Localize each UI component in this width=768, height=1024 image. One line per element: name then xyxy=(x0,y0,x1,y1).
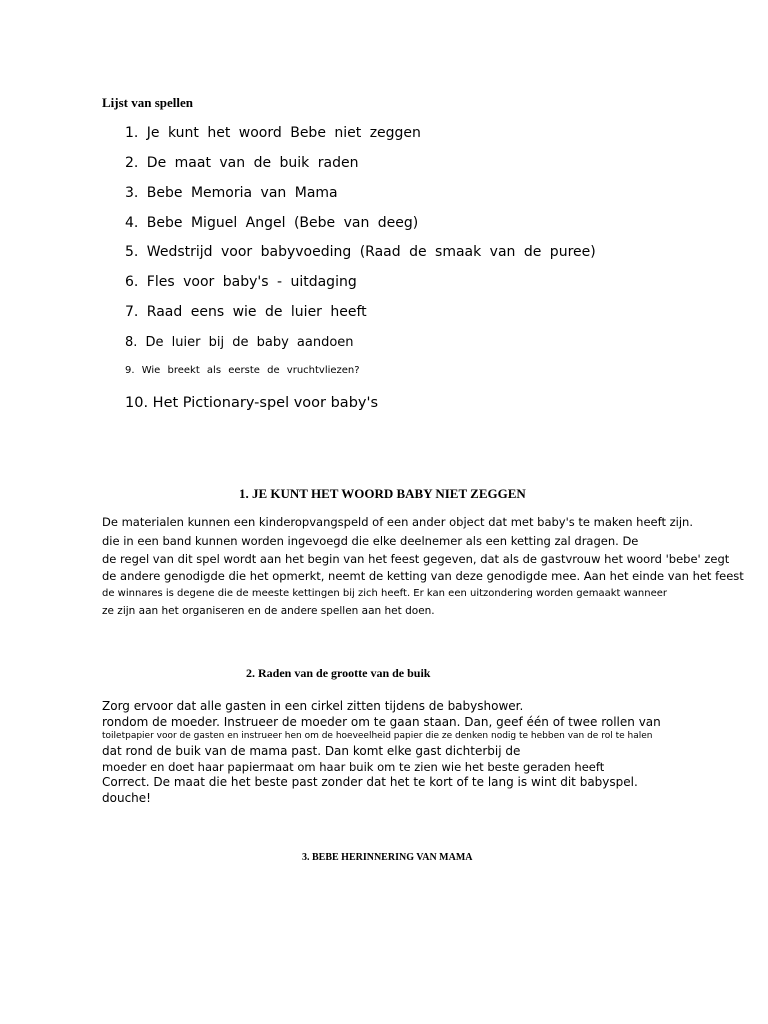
section-2-line: moeder en doet haar papiermaat om haar buik om te zien wie het beste geraden heeft xyxy=(102,760,605,774)
game-list-item-3: 3. Bebe Memoria van Mama xyxy=(125,185,338,201)
section-1-line: die in een band kunnen worden ingevoegd die elke deelnemer als een ketting zal dragen. De xyxy=(102,534,639,548)
section-2-line: dat rond de buik van de mama past. Dan komt elke gast dichterbij de xyxy=(102,744,521,758)
games-list-title: Lijst van spellen xyxy=(102,95,194,110)
section-2-line: rondom de moeder. Instrueer de moeder om te gaan staan. Dan, geef één of twee rollen van xyxy=(102,715,661,729)
section-1-line: de andere genodigde die het opmerkt, neemt de ketting van deze genodigde mee. Aan het einde van het feest xyxy=(102,569,744,583)
section-2-line: douche! xyxy=(102,791,151,805)
section-1-heading: 1. JE KUNT HET WOORD BABY NIET ZEGGEN xyxy=(239,486,526,501)
section-3-heading: 3. BEBE HERINNERING VAN MAMA xyxy=(302,852,473,863)
section-2-heading: 2. Raden van de grootte van de buik xyxy=(246,666,431,680)
game-list-item-9: 9. Wie breekt als eerste de vruchtvliezen? xyxy=(125,365,360,376)
section-2-line: toiletpapier voor de gasten en instrueer hen om de hoeveelheid papier die ze denken nodig te hebben van de rol te halen xyxy=(102,731,653,741)
game-list-item-10: 10. Het Pictionary-spel voor baby's xyxy=(125,395,379,411)
game-list-item-7: 7. Raad eens wie de luier heeft xyxy=(125,304,367,320)
section-2-line: Zorg ervoor dat alle gasten in een cirkel zitten tijdens de babyshower. xyxy=(102,699,524,713)
game-list-item-1: 1. Je kunt het woord Bebe niet zeggen xyxy=(125,125,421,141)
game-list-item-6: 6. Fles voor baby's - uitdaging xyxy=(125,274,357,290)
section-1-line: de regel van dit spel wordt aan het begin van het feest gegeven, dat als de gastvrouw het woord 'bebe' zegt xyxy=(102,552,730,566)
game-list-item-2: 2. De maat van de buik raden xyxy=(125,155,359,171)
game-list-item-5: 5. Wedstrijd voor babyvoeding (Raad de smaak van de puree) xyxy=(125,244,596,260)
section-1-line: ze zijn aan het organiseren en de andere spellen aan het doen. xyxy=(102,605,435,617)
game-list-item-4: 4. Bebe Miguel Angel (Bebe van deeg) xyxy=(125,215,419,231)
section-1-line: De materialen kunnen een kinderopvangspeld of een ander object dat met baby's te maken heeft zijn. xyxy=(102,515,693,529)
game-list-item-8: 8. De luier bij de baby aandoen xyxy=(125,335,354,350)
section-1-line: de winnares is degene die de meeste kettingen bij zich heeft. Er kan een uitzondering worden gemaakt wanneer xyxy=(102,588,668,599)
section-2-line: Correct. De maat die het beste past zonder dat het te kort of te lang is wint dit babyspel. xyxy=(102,775,638,789)
